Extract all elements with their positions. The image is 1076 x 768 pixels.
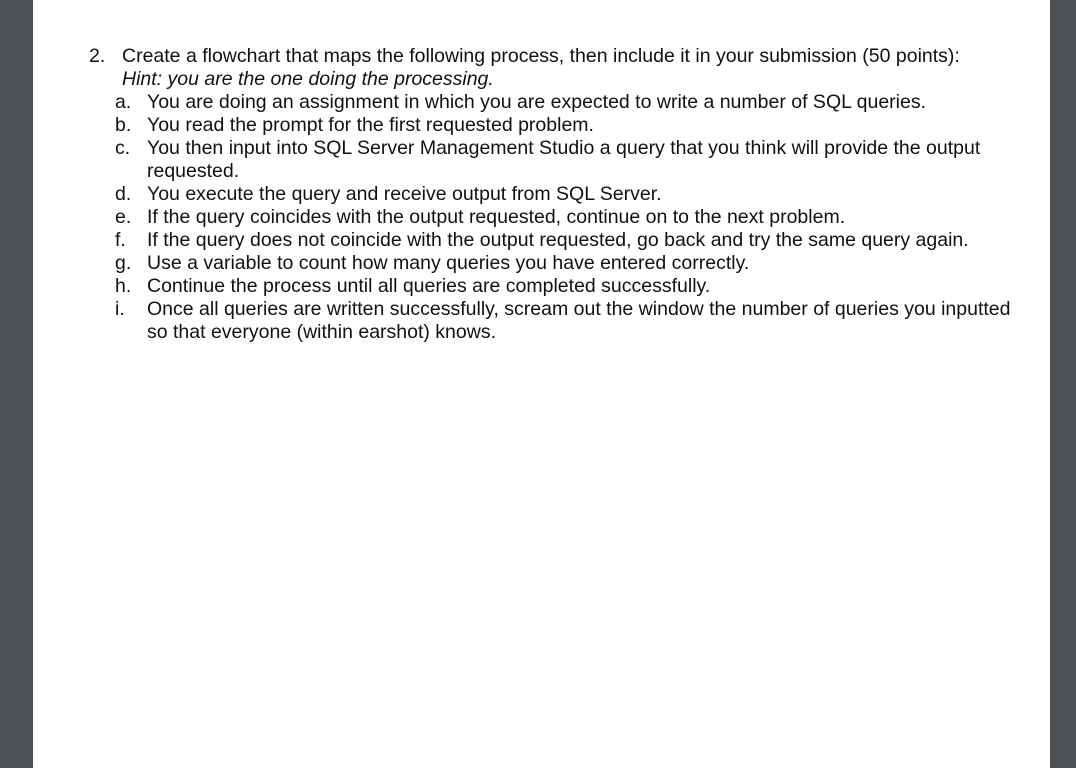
step-list — [115, 91, 1029, 344]
step-item-b — [115, 114, 1029, 137]
step-text: You execute the query and receive output from SQL Server. — [147, 183, 662, 205]
step-text: Use a variable to count how many queries you have entered correctly. — [147, 252, 750, 274]
step-text: You read the prompt for the first requested problem. — [147, 114, 594, 136]
step-item-d — [115, 183, 1029, 206]
step-letter: f. — [115, 229, 126, 251]
step-letter: i. — [115, 298, 125, 320]
step-item-h — [115, 275, 1029, 298]
step-item-i — [115, 298, 1029, 344]
question-2 — [89, 45, 1029, 344]
step-letter: e. — [115, 206, 132, 228]
question-header — [89, 45, 1029, 91]
step-text: If the query coincides with the output requested, continue on to the next problem. — [147, 206, 846, 228]
step-letter: h. — [115, 275, 132, 297]
step-letter: d. — [115, 183, 132, 205]
document-page — [33, 0, 1050, 768]
step-text: You are doing an assignment in which you are expected to write a number of SQL queries. — [147, 91, 927, 113]
step-item-a — [115, 91, 1029, 114]
question-body — [122, 45, 1029, 91]
step-letter: g. — [115, 252, 132, 274]
step-text: If the query does not coincide with the output requested, go back and try the same query again. — [147, 229, 969, 251]
step-text: Once all queries are written successfully, scream out the window the number of queries you inputted so that everyone (within earshot) knows. — [147, 298, 1011, 343]
step-letter: c. — [115, 137, 131, 159]
step-letter: b. — [115, 114, 132, 136]
step-text: You then input into SQL Server Management Studio a query that you think will provide the output requested. — [147, 137, 981, 182]
step-text: Continue the process until all queries are completed successfully. — [147, 275, 711, 297]
step-item-e — [115, 206, 1029, 229]
step-item-f — [115, 229, 1029, 252]
question-text: Create a flowchart that maps the following process, then include it in your submission (50 points): — [122, 45, 960, 67]
step-letter: a. — [115, 91, 132, 113]
question-hint: Hint: you are the one doing the processing. — [122, 68, 494, 90]
question-number: 2. — [89, 45, 106, 67]
step-item-c — [115, 137, 1029, 183]
step-item-g — [115, 252, 1029, 275]
